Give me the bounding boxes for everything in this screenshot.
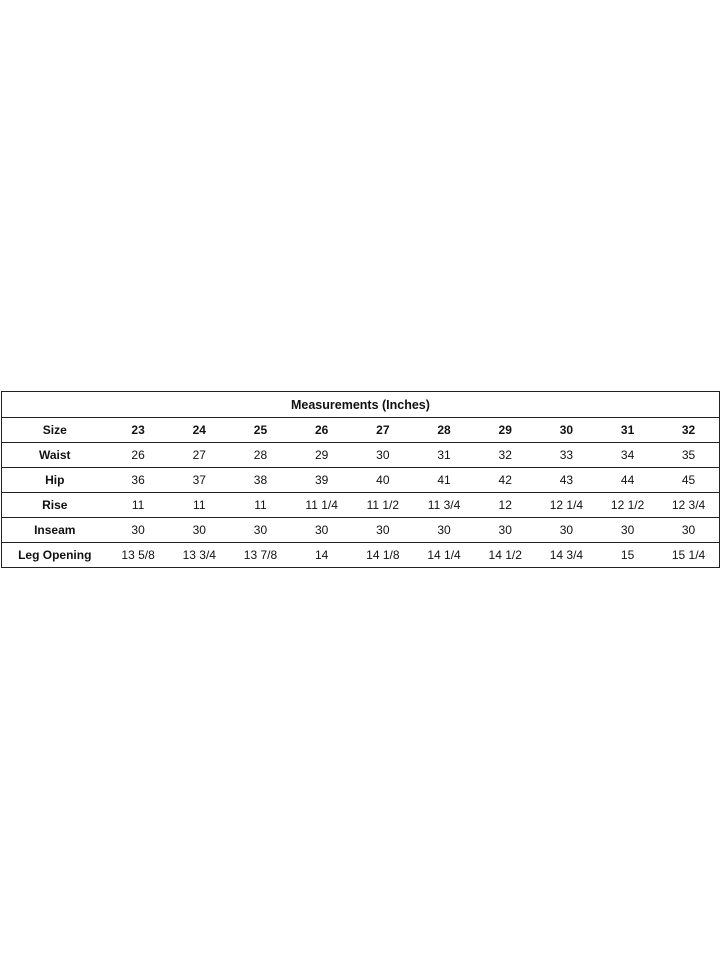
table-cell: 38 [230, 468, 291, 493]
table-cell: 35 [658, 443, 719, 468]
size-cell: 28 [413, 418, 474, 443]
table-cell: 11 3/4 [413, 493, 474, 518]
table-cell: 14 1/2 [475, 543, 536, 568]
table-cell: 14 1/4 [413, 543, 474, 568]
table-cell: 12 3/4 [658, 493, 719, 518]
measurements-table [1, 391, 720, 568]
size-row [2, 418, 720, 443]
table-cell: 11 [108, 493, 169, 518]
table-cell: 40 [352, 468, 413, 493]
size-row-label: Size [2, 418, 108, 443]
size-cell: 30 [536, 418, 597, 443]
table-cell: 28 [230, 443, 291, 468]
table-cell: 30 [230, 518, 291, 543]
table-cell: 11 [230, 493, 291, 518]
table-cell: 30 [291, 518, 352, 543]
table-cell: 14 [291, 543, 352, 568]
size-cell: 31 [597, 418, 658, 443]
leg-opening-row [2, 543, 720, 568]
table-cell: 30 [536, 518, 597, 543]
table-cell: 14 1/8 [352, 543, 413, 568]
hip-row [2, 468, 720, 493]
table-cell: 15 1/4 [658, 543, 719, 568]
row-label: Inseam [2, 518, 108, 543]
table-cell: 39 [291, 468, 352, 493]
rise-row [2, 493, 720, 518]
waist-row [2, 443, 720, 468]
table-cell: 12 [475, 493, 536, 518]
size-chart [1, 391, 719, 568]
size-cell: 29 [475, 418, 536, 443]
table-cell: 43 [536, 468, 597, 493]
table-cell: 30 [597, 518, 658, 543]
table-cell: 12 1/4 [536, 493, 597, 518]
table-cell: 13 5/8 [108, 543, 169, 568]
table-cell: 12 1/2 [597, 493, 658, 518]
row-label: Rise [2, 493, 108, 518]
table-cell: 30 [108, 518, 169, 543]
table-cell: 30 [413, 518, 474, 543]
table-cell: 37 [169, 468, 230, 493]
inseam-row [2, 518, 720, 543]
table-cell: 31 [413, 443, 474, 468]
table-cell: 41 [413, 468, 474, 493]
table-cell: 32 [475, 443, 536, 468]
table-cell: 11 1/2 [352, 493, 413, 518]
size-cell: 32 [658, 418, 719, 443]
table-cell: 26 [108, 443, 169, 468]
size-cell: 27 [352, 418, 413, 443]
size-cell: 25 [230, 418, 291, 443]
table-cell: 30 [658, 518, 719, 543]
size-cell: 26 [291, 418, 352, 443]
table-cell: 36 [108, 468, 169, 493]
size-cell: 24 [169, 418, 230, 443]
table-cell: 11 [169, 493, 230, 518]
table-cell: 45 [658, 468, 719, 493]
size-cell: 23 [108, 418, 169, 443]
table-cell: 29 [291, 443, 352, 468]
table-cell: 14 3/4 [536, 543, 597, 568]
table-cell: 11 1/4 [291, 493, 352, 518]
table-cell: 30 [169, 518, 230, 543]
table-cell: 27 [169, 443, 230, 468]
table-cell: 13 3/4 [169, 543, 230, 568]
table-cell: 30 [475, 518, 536, 543]
table-cell: 15 [597, 543, 658, 568]
table-cell: 13 7/8 [230, 543, 291, 568]
table-title: Measurements (Inches) [290, 397, 430, 412]
table-cell: 34 [597, 443, 658, 468]
table-cell: 42 [475, 468, 536, 493]
table-cell: 44 [597, 468, 658, 493]
table-cell: 33 [536, 443, 597, 468]
table-cell: 30 [352, 443, 413, 468]
table-cell: 30 [352, 518, 413, 543]
row-label: Waist [2, 443, 108, 468]
row-label: Hip [2, 468, 108, 493]
row-label: Leg Opening [2, 543, 108, 568]
